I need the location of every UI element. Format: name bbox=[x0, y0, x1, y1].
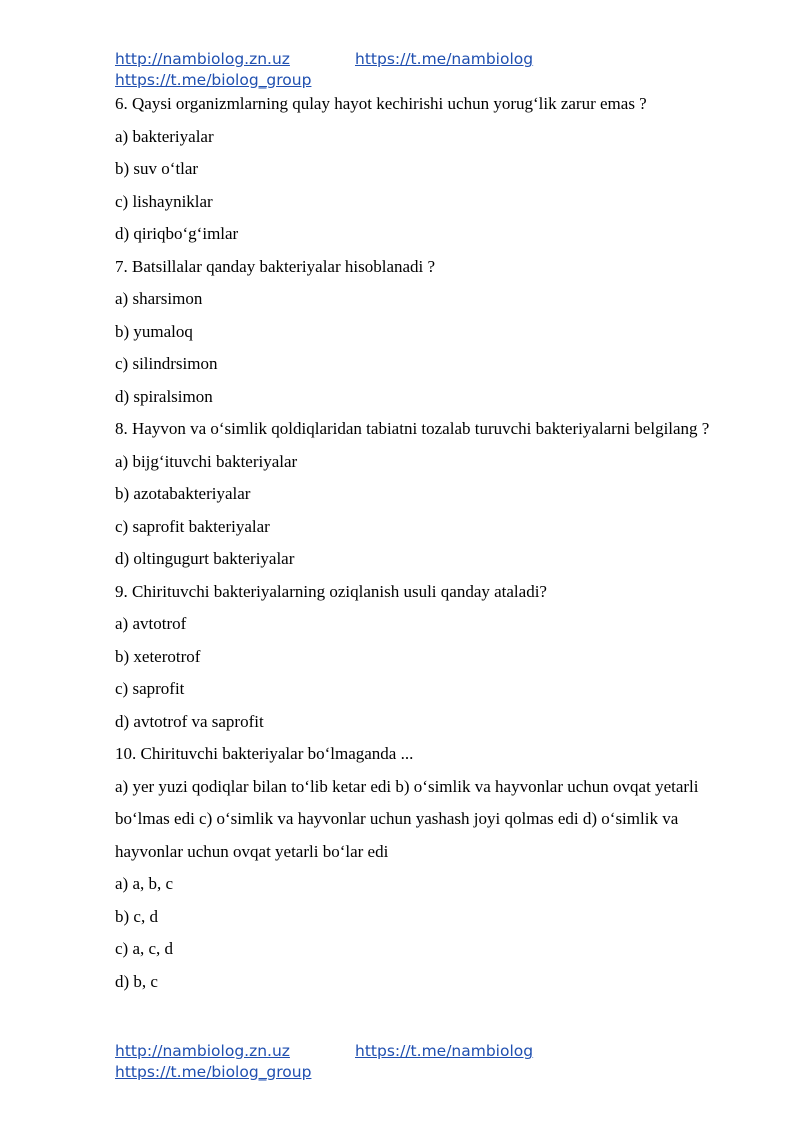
question-7: 7. Batsillalar qanday bakteriyalar hisoblanadi ? bbox=[115, 256, 436, 276]
option-8a: a) bijg‘ituvchi bakteriyalar bbox=[115, 451, 298, 471]
question-8: 8. Hayvon va o‘simlik qoldiqlaridan tabiatni tozalab turuvchi bakteriyalarni belgilang ? bbox=[115, 419, 710, 438]
page-footer bbox=[115, 1041, 534, 1083]
option-6c: c) lishayniklar bbox=[115, 191, 213, 211]
header-link-group[interactable]: https://t.me/biolog_group bbox=[115, 71, 312, 89]
option-8d: d) oltingugurt bakteriyalar bbox=[115, 549, 295, 568]
option-7d: d) spiralsimon bbox=[115, 386, 213, 406]
question-10-statement: a) yer yuzi qodiqlar bilan to‘lib ketar edi b) o‘simlik va hayvonlar uchun ovqat yetarli bo‘lmas edi c) o‘simlik va hayvonlar uchun yashash joyi qolmas edi d) o‘simlik va hayvonlar uchun ovqat yetarli bo‘lar edi bbox=[115, 776, 699, 861]
option-7a: a) sharsimon bbox=[115, 289, 203, 308]
option-6b: b) suv o‘tlar bbox=[115, 159, 199, 178]
option-6a: a) bakteriyalar bbox=[115, 126, 214, 146]
footer-link-site[interactable]: http://nambiolog.zn.uz bbox=[115, 1042, 290, 1060]
option-9c: c) saprofit bbox=[115, 679, 185, 698]
header-link-site[interactable]: http://nambiolog.zn.uz bbox=[115, 50, 290, 68]
page-header bbox=[115, 49, 534, 91]
footer-link-group[interactable]: https://t.me/biolog_group bbox=[115, 1063, 312, 1081]
question-9: 9. Chirituvchi bakteriyalarning oziqlanish usuli qanday ataladi? bbox=[115, 581, 547, 601]
option-7c: c) silindrsimon bbox=[115, 354, 218, 373]
footer-link-telegram[interactable]: https://t.me/nambiolog bbox=[355, 1042, 534, 1060]
option-8c: c) saprofit bakteriyalar bbox=[115, 516, 270, 536]
option-10b: b) c, d bbox=[115, 906, 158, 926]
option-6d: d) qiriqbo‘g‘imlar bbox=[115, 224, 239, 243]
option-10c: c) a, c, d bbox=[115, 939, 174, 958]
question-10: 10. Chirituvchi bakteriyalar bo‘lmaganda ... bbox=[115, 744, 414, 763]
option-10d: d) b, c bbox=[115, 971, 158, 991]
question-list bbox=[115, 91, 735, 1001]
header-link-telegram[interactable]: https://t.me/nambiolog bbox=[355, 50, 534, 68]
option-7b: b) yumaloq bbox=[115, 321, 193, 341]
option-9d: d) avtotrof va saprofit bbox=[115, 711, 264, 731]
question-6: 6. Qaysi organizmlarning qulay hayot kechirishi uchun yorug‘lik zarur emas ? bbox=[115, 94, 647, 113]
option-9a: a) avtotrof bbox=[115, 614, 187, 633]
option-9b: b) xeterotrof bbox=[115, 646, 201, 666]
option-8b: b) azotabakteriyalar bbox=[115, 484, 251, 503]
option-10a: a) a, b, c bbox=[115, 874, 174, 893]
